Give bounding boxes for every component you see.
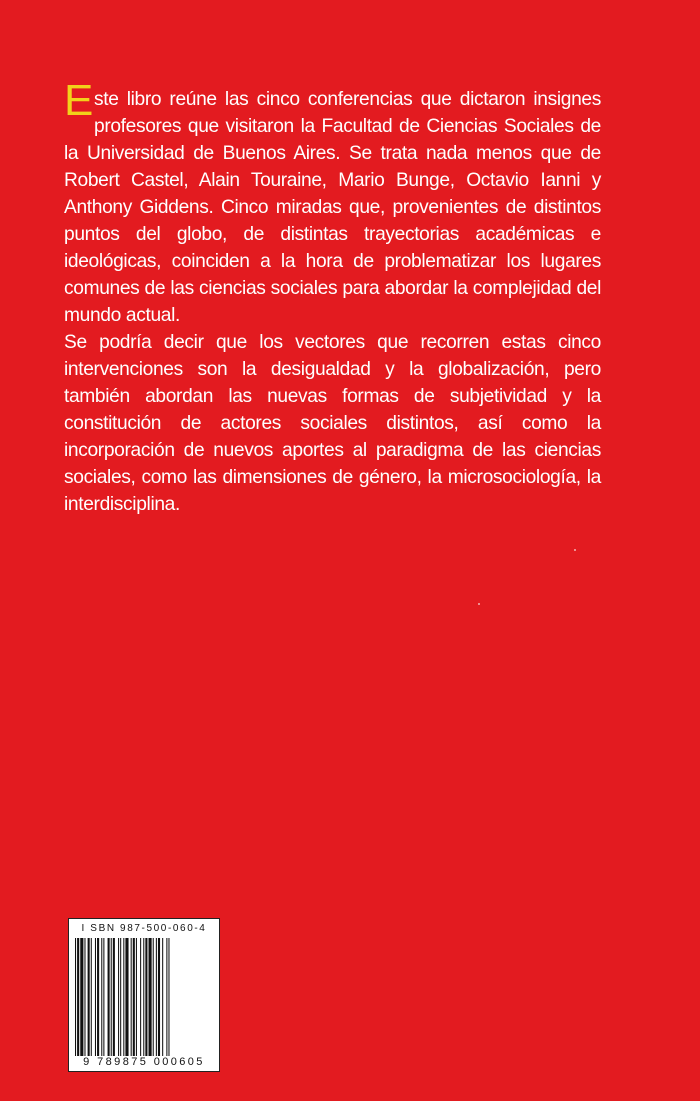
barcode-bar <box>118 938 119 1056</box>
barcode-bar <box>156 938 157 1056</box>
barcode-bar <box>95 938 96 1056</box>
barcode-bar <box>166 938 167 1056</box>
drop-cap: E <box>64 76 93 125</box>
barcode-bar <box>103 938 104 1056</box>
barcode-bar <box>91 938 92 1056</box>
barcode-bar <box>149 938 152 1056</box>
blurb-paragraph-1-text: ste libro reúne las cinco conferencias que dictaron insignes profesores que visitaron la Facultad de Ciencias Sociales de la Universidad de Buenos Aires. Se trata nada menos que de Robert Castel, Alain Touraine, Mario Bunge, Octavio Ianni y Anthony Giddens. Cinco miradas que, provenientes de distintos puntos del globo, de distintas trayectorias académicas e ideológicas, coinciden a la hora de problematizar los lugares comunes de las ciencias sociales para abordar la complejidad del mundo actual. <box>64 89 601 326</box>
barcode-bar <box>143 938 144 1056</box>
barcode-bar <box>101 938 102 1056</box>
barcode-bar <box>97 938 99 1056</box>
ean-number: 9 789875 000605 <box>83 1056 205 1068</box>
print-speck <box>478 603 480 605</box>
barcode-bar <box>145 938 147 1056</box>
barcode-bar <box>80 938 83 1056</box>
barcode-bar <box>158 938 160 1056</box>
barcode-bar <box>168 938 169 1056</box>
barcode-bar <box>140 938 141 1056</box>
barcode-bar <box>88 938 90 1056</box>
print-speck <box>574 549 576 551</box>
barcode-bar <box>108 938 110 1056</box>
barcode-bar <box>113 938 115 1056</box>
barcode-bar <box>75 938 76 1056</box>
barcode-bars <box>73 938 215 1056</box>
isbn-number: I SBN 987-500-060-4 <box>81 923 207 934</box>
barcode-bar <box>120 938 121 1056</box>
barcode-bar <box>111 938 112 1056</box>
barcode-bar <box>77 938 79 1056</box>
barcode-bar <box>136 938 137 1056</box>
barcode-bar <box>123 938 124 1056</box>
barcode-bar <box>153 938 154 1056</box>
barcode-bar <box>131 938 132 1056</box>
blurb-paragraph-2: Se podría decir que los vectores que recorren estas cinco intervenciones son la desigualdad y la globalización, pero también abordan las nuevas formas de subjetividad y la constitución de actores sociales distintos, así como la incorporación de nuevos aportes al paradigma de las ciencias sociales, como las dimensiones de género, la microsociología, la interdisciplina. <box>64 332 601 515</box>
barcode-bar <box>125 938 128 1056</box>
barcode-bar <box>133 938 135 1056</box>
barcode-bar <box>84 938 85 1056</box>
barcode-bar <box>162 938 163 1056</box>
blurb-paragraph-1 <box>64 76 601 329</box>
blurb-text <box>64 76 601 518</box>
isbn-barcode <box>68 918 220 1072</box>
